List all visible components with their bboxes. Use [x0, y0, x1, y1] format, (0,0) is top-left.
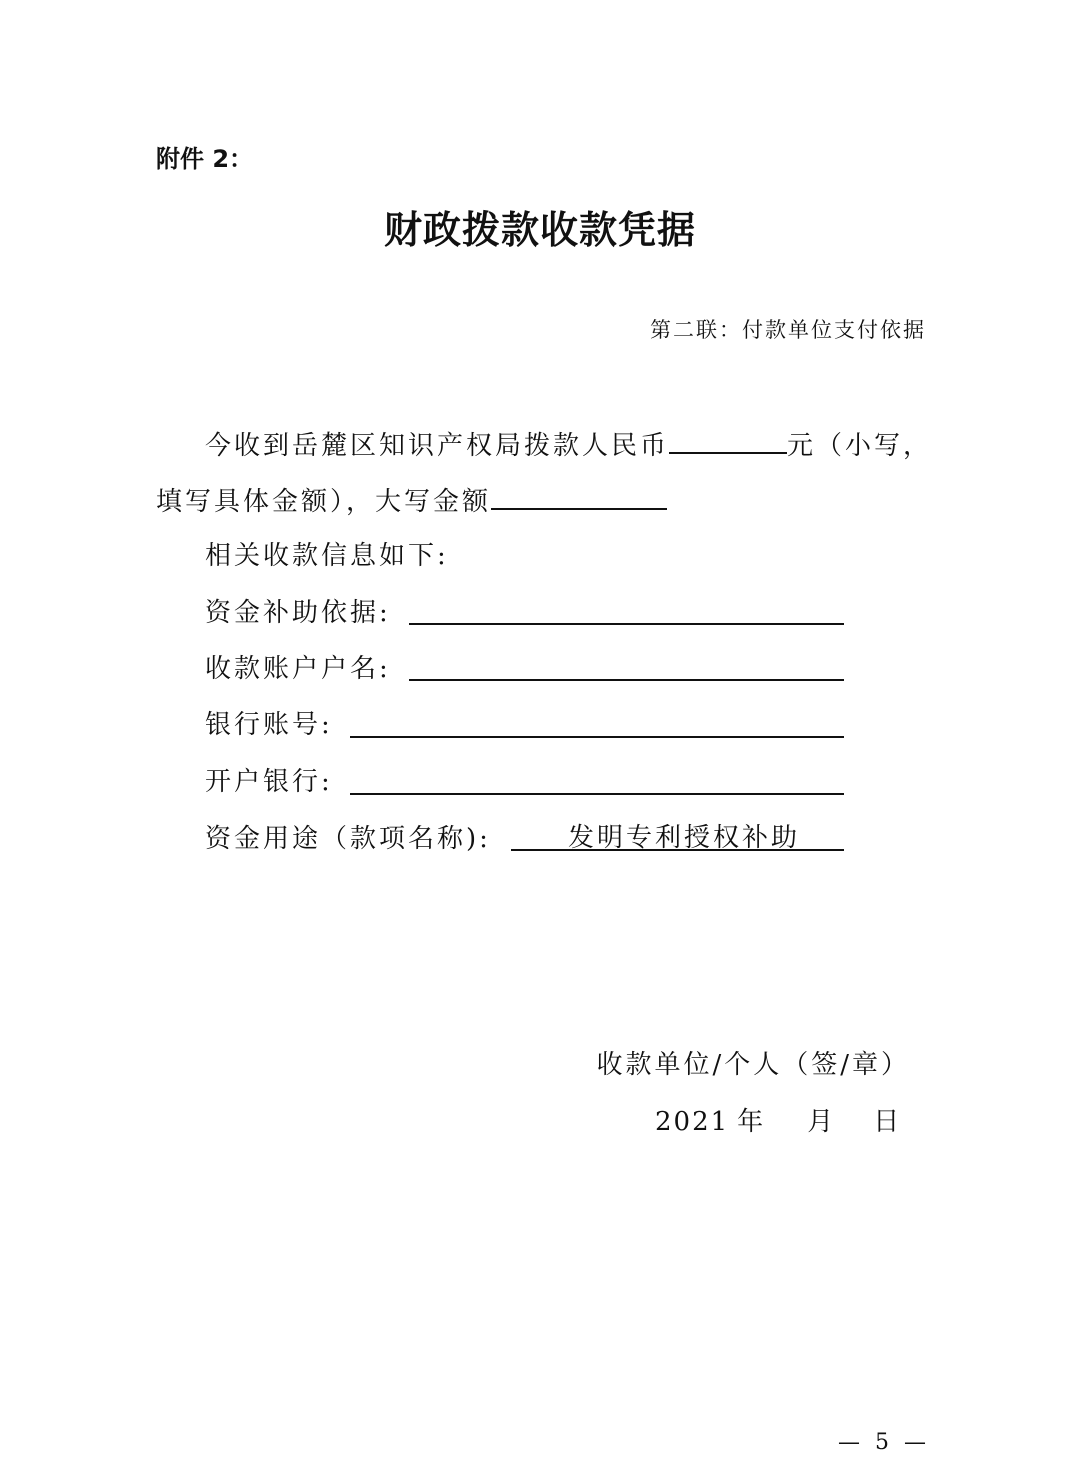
- field-input-account-name[interactable]: [409, 679, 844, 681]
- receipt-text: 今收到岳麓区知识产权局拨款人民币: [205, 431, 670, 461]
- field-label-account-name: 收款账户户名:: [205, 654, 391, 684]
- field-input-bank-name[interactable]: [350, 793, 844, 795]
- page-number: — 5 —: [838, 1430, 930, 1455]
- field-input-bank-account[interactable]: [350, 736, 844, 738]
- field-label-fund-usage: 资金用途（款项名称):: [205, 824, 491, 854]
- attachment-label: 附件 2：: [156, 145, 254, 173]
- date-month-unit: 月: [807, 1107, 836, 1137]
- amount-lowercase-blank[interactable]: [669, 424, 787, 454]
- receipt-text-cont: 元（小写，: [787, 431, 933, 461]
- info-intro: 相关收款信息如下:: [205, 541, 449, 571]
- field-label-bank-name: 开户银行:: [205, 767, 333, 797]
- amount-uppercase-blank[interactable]: [491, 480, 667, 510]
- document-title: 财政拨款收款凭据: [383, 208, 696, 252]
- signature-label: 收款单位/个人（签/章）: [596, 1050, 910, 1080]
- receipt-paragraph-line2: [156, 480, 667, 521]
- signature-date: [655, 1103, 901, 1141]
- date-year-unit: 年: [737, 1107, 766, 1137]
- field-label-subsidy-basis: 资金补助依据:: [205, 598, 391, 628]
- field-input-subsidy-basis[interactable]: [409, 623, 844, 625]
- field-label-bank-account: 银行账号:: [205, 710, 333, 740]
- copy-note: 第二联：付款单位支付依据: [650, 318, 926, 342]
- fund-usage-value: 发明专利授权补助: [568, 823, 801, 853]
- date-year: 2021: [655, 1107, 730, 1137]
- receipt-text-line2: 填写具体金额），大写金额: [156, 487, 492, 517]
- date-day-unit: 日: [873, 1107, 902, 1137]
- receipt-paragraph-line1: [205, 424, 932, 465]
